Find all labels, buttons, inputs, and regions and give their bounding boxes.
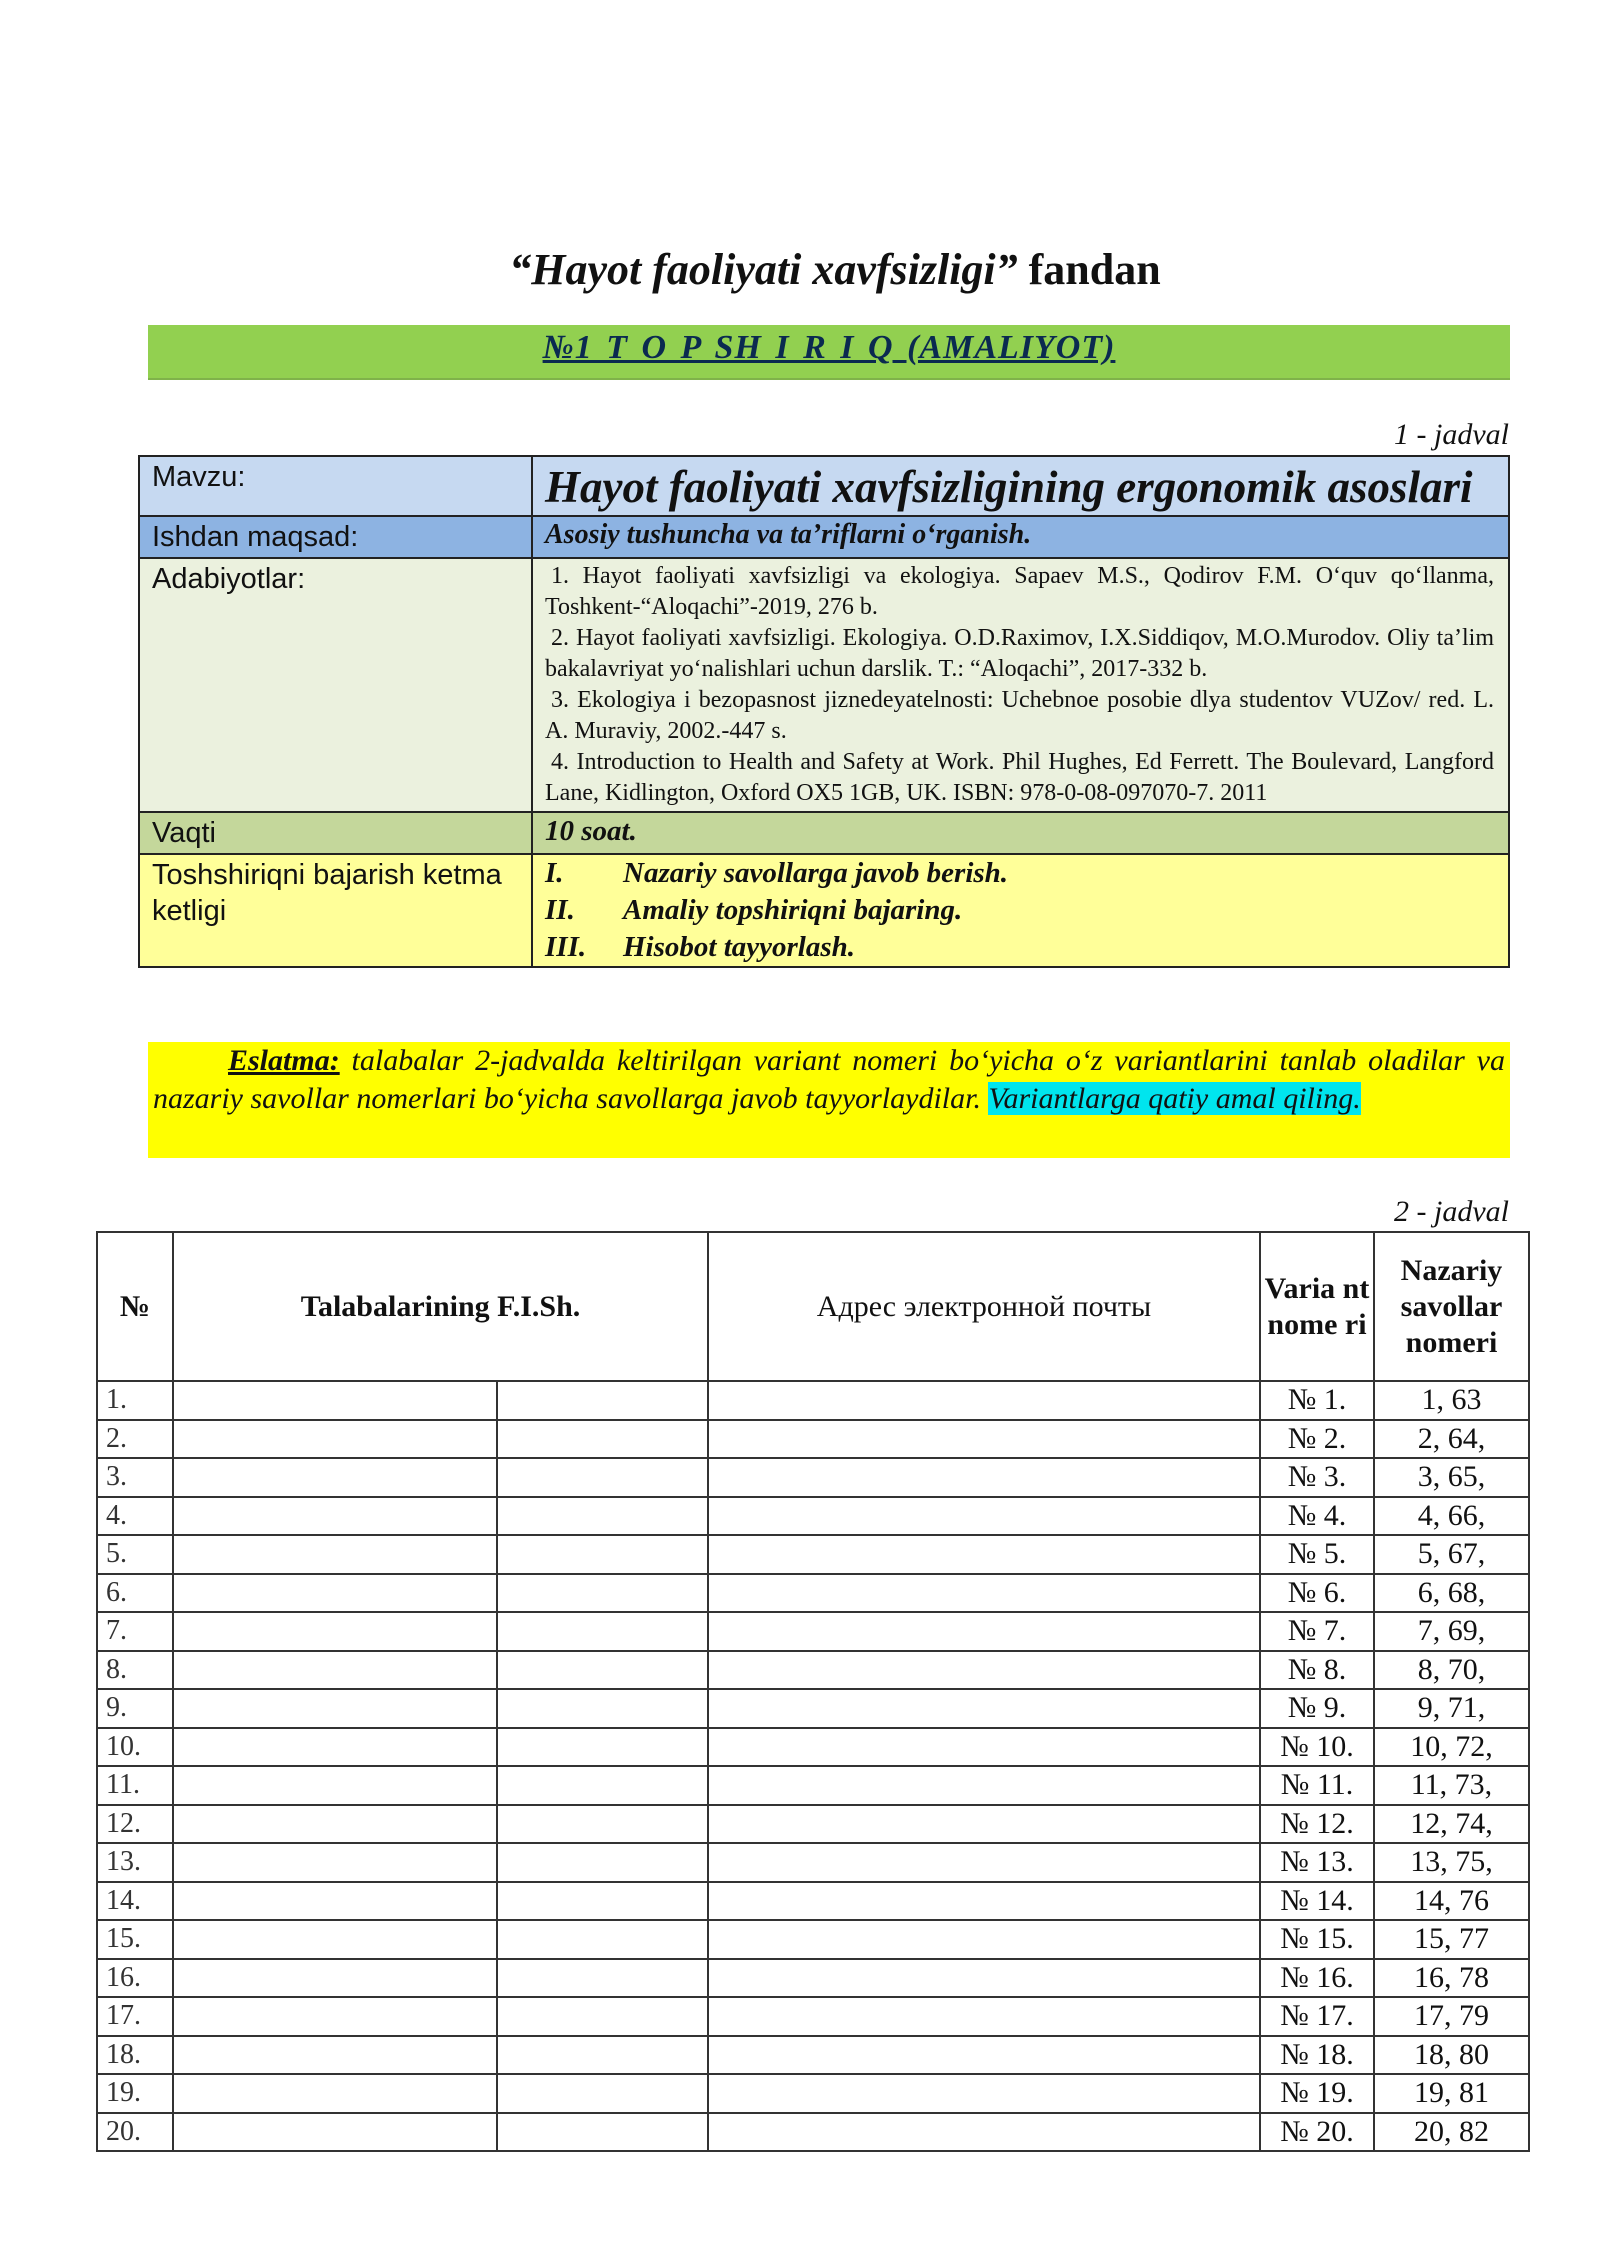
email-cell[interactable]: [708, 1381, 1260, 1420]
variant-cell: № 18.: [1260, 2036, 1374, 2075]
variant-cell: № 4.: [1260, 1497, 1374, 1536]
variant-cell: № 5.: [1260, 1535, 1374, 1574]
student-name-cell[interactable]: [173, 1612, 497, 1651]
assignment-info-table: [138, 455, 1510, 968]
student-name-cell[interactable]: [173, 1651, 497, 1690]
questions-cell: 13, 75,: [1374, 1843, 1529, 1882]
row-number: 15.: [97, 1920, 173, 1959]
questions-cell: 5, 67,: [1374, 1535, 1529, 1574]
topic-value: Hayot faoliyati xavfsizligining ergonomik asoslari: [545, 462, 1473, 512]
document-title: [0, 242, 1600, 298]
email-cell[interactable]: [708, 1766, 1260, 1805]
questions-cell: 19, 81: [1374, 2074, 1529, 2113]
col-header-questions: Nazariy savollar nomeri: [1374, 1232, 1529, 1381]
variant-cell: № 20.: [1260, 2113, 1374, 2152]
table-row: [97, 2036, 1529, 2075]
step-number: II.: [545, 894, 575, 926]
questions-cell: 9, 71,: [1374, 1689, 1529, 1728]
references-cell: [532, 558, 1509, 812]
topic-label: Mavzu:: [139, 456, 532, 516]
email-cell[interactable]: [708, 1420, 1260, 1459]
email-cell[interactable]: [708, 2036, 1260, 2075]
student-extra-cell[interactable]: [497, 1612, 708, 1651]
note-label: Eslatma:: [228, 1044, 340, 1077]
student-name-cell[interactable]: [173, 1689, 497, 1728]
email-cell[interactable]: [708, 1574, 1260, 1613]
title-suffix: fandan: [1028, 245, 1161, 294]
student-variant-table: [96, 1231, 1530, 2152]
step-text: Amaliy topshiriqni bajaring.: [623, 894, 963, 926]
student-extra-cell[interactable]: [497, 1381, 708, 1420]
table-header-row: [97, 1232, 1529, 1381]
row-number: 11.: [97, 1766, 173, 1805]
student-name-cell[interactable]: [173, 1805, 497, 1844]
table2-caption: 2 - jadval: [1394, 1195, 1509, 1228]
email-cell[interactable]: [708, 1497, 1260, 1536]
table-row: [97, 1997, 1529, 2036]
note-paragraph: [153, 1042, 1505, 1118]
table-row: [97, 1651, 1529, 1690]
student-extra-cell[interactable]: [497, 1497, 708, 1536]
row-number: 10.: [97, 1728, 173, 1767]
reference-item: 2. Hayot faoliyati xavfsizligi. Ekologiya. O.D.Raximov, I.X.Siddiqov, M.O.Murodov. Oliy ta’lim bakalavriyat yo‘nalishlari uchun darslik. T.: “Aloqachi”, 2017-332 b.: [545, 625, 1494, 682]
table-row: [97, 2113, 1529, 2152]
note-highlight: Variantlarga qatiy amal qiling.: [988, 1082, 1361, 1115]
step-number: III.: [545, 931, 587, 963]
row-number: 3.: [97, 1458, 173, 1497]
student-name-cell[interactable]: [173, 1959, 497, 1998]
table-row: [97, 1420, 1529, 1459]
table-row: [97, 1766, 1529, 1805]
table-row: [97, 1959, 1529, 1998]
table-row: [97, 1574, 1529, 1613]
questions-cell: 11, 73,: [1374, 1766, 1529, 1805]
table-row: [97, 1689, 1529, 1728]
subject-name: “Hayot faoliyati xavfsizligi”: [509, 245, 1018, 294]
questions-cell: 1, 63: [1374, 1381, 1529, 1420]
student-name-cell[interactable]: [173, 1882, 497, 1921]
row-number: 20.: [97, 2113, 173, 2152]
note-box: [148, 1042, 1510, 1158]
variant-cell: № 2.: [1260, 1420, 1374, 1459]
student-extra-cell[interactable]: [497, 1420, 708, 1459]
note-text: talabalar 2-jadvalda keltirilgan variant nomeri bo‘yicha o‘z variantlarini tanlab oladilar va nazariy savollar nomerlari bo‘yicha savollarga javob tayyorlaydilar.: [153, 1044, 1505, 1115]
student-extra-cell[interactable]: [497, 1997, 708, 2036]
step-number: I.: [545, 857, 564, 889]
email-cell[interactable]: [708, 1805, 1260, 1844]
email-cell[interactable]: [708, 1689, 1260, 1728]
time-value: 10 soat.: [545, 815, 637, 847]
step-item: [545, 929, 1496, 966]
email-cell[interactable]: [708, 1728, 1260, 1767]
time-row: [139, 812, 1509, 854]
row-number: 18.: [97, 2036, 173, 2075]
table-row: [97, 1612, 1529, 1651]
email-cell[interactable]: [708, 2074, 1260, 2113]
questions-cell: 6, 68,: [1374, 1574, 1529, 1613]
row-number: 13.: [97, 1843, 173, 1882]
student-extra-cell[interactable]: [497, 1959, 708, 1998]
row-number: 17.: [97, 1997, 173, 2036]
references-row: [139, 558, 1509, 812]
student-name-cell[interactable]: [173, 1497, 497, 1536]
references-label: Adabiyotlar:: [139, 558, 532, 812]
student-extra-cell[interactable]: [497, 1458, 708, 1497]
questions-cell: 12, 74,: [1374, 1805, 1529, 1844]
student-extra-cell[interactable]: [497, 1920, 708, 1959]
email-cell[interactable]: [708, 1997, 1260, 2036]
goal-cell: [532, 516, 1509, 558]
student-name-cell[interactable]: [173, 1766, 497, 1805]
student-name-cell[interactable]: [173, 2074, 497, 2113]
goal-row: [139, 516, 1509, 558]
questions-cell: 17, 79: [1374, 1997, 1529, 2036]
questions-cell: 2, 64,: [1374, 1420, 1529, 1459]
variant-cell: № 19.: [1260, 2074, 1374, 2113]
step-text: Hisobot tayyorlash.: [623, 931, 856, 963]
row-number: 14.: [97, 1882, 173, 1921]
email-cell[interactable]: [708, 1959, 1260, 1998]
variant-cell: № 13.: [1260, 1843, 1374, 1882]
student-name-cell[interactable]: [173, 2113, 497, 2152]
email-cell[interactable]: [708, 1612, 1260, 1651]
table-row: [97, 1843, 1529, 1882]
reference-item: 3. Ekologiya i bezopasnost jiznedeyatelnosti: Uchebnoe posobie dlya studentov VUZov/ red. L. A. Muraviy, 2002.-447 s.: [545, 687, 1494, 744]
row-number: 2.: [97, 1420, 173, 1459]
row-number: 12.: [97, 1805, 173, 1844]
table-row: [97, 1882, 1529, 1921]
steps-label: Toshshiriqni bajarish ketma ketligi: [139, 854, 532, 967]
email-cell[interactable]: [708, 1882, 1260, 1921]
col-header-email: Адрес электронной почты: [708, 1232, 1260, 1381]
variant-cell: № 6.: [1260, 1574, 1374, 1613]
questions-cell: 14, 76: [1374, 1882, 1529, 1921]
email-cell[interactable]: [708, 1843, 1260, 1882]
questions-cell: 4, 66,: [1374, 1497, 1529, 1536]
step-item: [545, 855, 1496, 892]
student-name-cell[interactable]: [173, 1458, 497, 1497]
row-number: 16.: [97, 1959, 173, 1998]
row-number: 9.: [97, 1689, 173, 1728]
steps-list: [533, 855, 1508, 966]
row-number: 4.: [97, 1497, 173, 1536]
steps-cell: [532, 854, 1509, 967]
student-extra-cell[interactable]: [497, 1651, 708, 1690]
table-row: [97, 1920, 1529, 1959]
steps-row: [139, 854, 1509, 967]
student-name-cell[interactable]: [173, 1920, 497, 1959]
variant-cell: № 17.: [1260, 1997, 1374, 2036]
reference-item: 1. Hayot faoliyati xavfsizligi va ekologiya. Sapaev M.S., Qodirov F.M. O‘quv qo‘llanma, Toshkent-“Aloqachi”-2019, 276 b.: [545, 563, 1494, 620]
col-header-number: №: [97, 1232, 173, 1381]
questions-cell: 16, 78: [1374, 1959, 1529, 1998]
questions-cell: 8, 70,: [1374, 1651, 1529, 1690]
row-number: 1.: [97, 1381, 173, 1420]
questions-cell: 20, 82: [1374, 2113, 1529, 2152]
variant-cell: № 11.: [1260, 1766, 1374, 1805]
variant-cell: № 8.: [1260, 1651, 1374, 1690]
references-list: [533, 559, 1508, 811]
student-extra-cell[interactable]: [497, 2113, 708, 2152]
student-extra-cell[interactable]: [497, 1574, 708, 1613]
student-extra-cell[interactable]: [497, 1689, 708, 1728]
student-name-cell[interactable]: [173, 1381, 497, 1420]
student-extra-cell[interactable]: [497, 1843, 708, 1882]
variant-cell: № 12.: [1260, 1805, 1374, 1844]
variant-cell: № 15.: [1260, 1920, 1374, 1959]
topic-cell: [532, 456, 1509, 516]
student-extra-cell[interactable]: [497, 1882, 708, 1921]
assignment-banner: [148, 325, 1510, 380]
row-number: 19.: [97, 2074, 173, 2113]
student-extra-cell[interactable]: [497, 1805, 708, 1844]
row-number: 8.: [97, 1651, 173, 1690]
table-row: [97, 1535, 1529, 1574]
questions-cell: 7, 69,: [1374, 1612, 1529, 1651]
variant-cell: № 10.: [1260, 1728, 1374, 1767]
assignment-banner-text: №1 T O P SH I R I Q (AMALIYOT): [542, 329, 1116, 366]
table-row: [97, 2074, 1529, 2113]
time-label: Vaqti: [139, 812, 532, 854]
row-number: 7.: [97, 1612, 173, 1651]
questions-cell: 15, 77: [1374, 1920, 1529, 1959]
email-cell[interactable]: [708, 1535, 1260, 1574]
questions-cell: 10, 72,: [1374, 1728, 1529, 1767]
row-number: 6.: [97, 1574, 173, 1613]
col-header-variant: Varia nt nome ri: [1260, 1232, 1374, 1381]
table-row: [97, 1805, 1529, 1844]
table-row: [97, 1497, 1529, 1536]
student-extra-cell[interactable]: [497, 2036, 708, 2075]
student-name-cell[interactable]: [173, 1420, 497, 1459]
topic-row: [139, 456, 1509, 516]
time-cell: [532, 812, 1509, 854]
student-name-cell[interactable]: [173, 2036, 497, 2075]
table-row: [97, 1728, 1529, 1767]
table-row: [97, 1381, 1529, 1420]
email-cell[interactable]: [708, 1920, 1260, 1959]
col-header-fish: Talabalarining F.I.Sh.: [173, 1232, 708, 1381]
student-extra-cell[interactable]: [497, 2074, 708, 2113]
goal-label: Ishdan maqsad:: [139, 516, 532, 558]
table-row: [97, 1458, 1529, 1497]
table1-caption: 1 - jadval: [1394, 418, 1509, 451]
goal-value: Asosiy tushuncha va ta’riflarni o‘rganish.: [545, 519, 1032, 550]
student-extra-cell[interactable]: [497, 1766, 708, 1805]
step-text: Nazariy savollarga javob berish.: [623, 857, 1009, 889]
student-extra-cell[interactable]: [497, 1728, 708, 1767]
student-name-cell[interactable]: [173, 1997, 497, 2036]
variant-cell: № 3.: [1260, 1458, 1374, 1497]
student-name-cell[interactable]: [173, 1574, 497, 1613]
reference-item: 4. Introduction to Health and Safety at Work. Phil Hughes, Ed Ferrett. The Boulevard, Langford Lane, Kidlington, Oxford OX5 1GB, UK. ISBN: 978-0-08-097070-7. 2011: [545, 749, 1494, 806]
student-name-cell[interactable]: [173, 1728, 497, 1767]
step-item: [545, 892, 1496, 929]
email-cell[interactable]: [708, 2113, 1260, 2152]
variant-cell: № 1.: [1260, 1381, 1374, 1420]
student-extra-cell[interactable]: [497, 1535, 708, 1574]
student-name-cell[interactable]: [173, 1843, 497, 1882]
student-name-cell[interactable]: [173, 1535, 497, 1574]
variant-cell: № 9.: [1260, 1689, 1374, 1728]
row-number: 5.: [97, 1535, 173, 1574]
email-cell[interactable]: [708, 1458, 1260, 1497]
variant-cell: № 16.: [1260, 1959, 1374, 1998]
email-cell[interactable]: [708, 1651, 1260, 1690]
variant-cell: № 14.: [1260, 1882, 1374, 1921]
variant-cell: № 7.: [1260, 1612, 1374, 1651]
questions-cell: 18, 80: [1374, 2036, 1529, 2075]
questions-cell: 3, 65,: [1374, 1458, 1529, 1497]
